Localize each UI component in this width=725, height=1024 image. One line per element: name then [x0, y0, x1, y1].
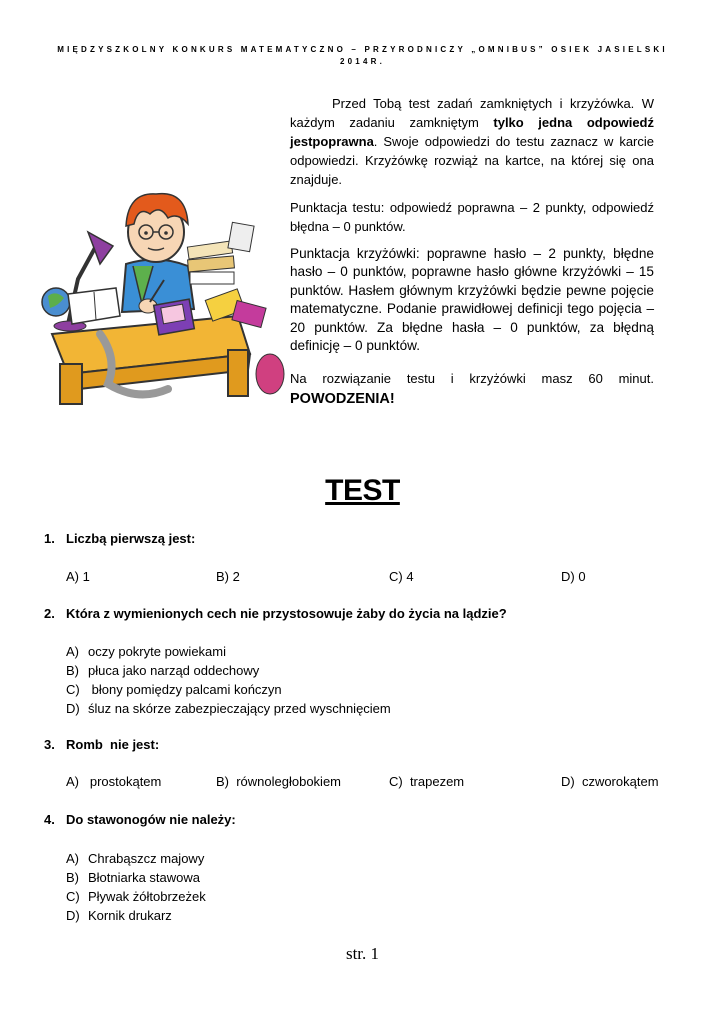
question-text: Liczbą pierwszą jest: [66, 531, 196, 546]
question-text: Do stawonogów nie należy: [66, 812, 236, 827]
option-letter: C) [66, 889, 80, 904]
question-number: 1. [44, 531, 55, 546]
header-line-1: MIĘDZYSZKOLNY KONKURS MATEMATYCZNO – PRZYRODNICZY „OMNIBUS” OSIEK JASIELSKI [57, 45, 668, 54]
q4-options [66, 849, 206, 925]
option-text: płuca jako narząd oddechowy [88, 663, 260, 678]
q3-option-c: C) trapezem [389, 774, 465, 789]
option-text: Błotniarka stawowa [88, 870, 200, 885]
time-word: masz [541, 371, 573, 387]
student-with-books-illustration [38, 184, 288, 409]
q4-option-c [66, 887, 206, 906]
instructions-text-end: . Swoje odpowiedzi do testu zaznacz w karcie odpowiedzi. Krzyżówkę rozwiąż na kartce, na której się ona znajduje. [290, 134, 654, 187]
time-limit-paragraph [290, 369, 654, 409]
instructions-text: Przed Tobą test zadań zamkniętych i krzyżówka. W każdym zadaniu zamkniętym [290, 96, 654, 130]
option-letter: D) [66, 701, 80, 716]
option-letter: A) [66, 644, 79, 659]
page-number: str. 1 [345, 944, 380, 963]
q2-option-c [66, 680, 391, 699]
q4-option-b [66, 868, 206, 887]
question-2-title [44, 606, 674, 621]
q4-option-a [66, 849, 206, 868]
question-text: Która z wymienionych cech nie przystosowuje żaby do życia na lądzie? [66, 606, 507, 621]
q3-option-b: B) równoległobokiem [216, 774, 342, 789]
time-word: i [450, 371, 454, 387]
option-letter: D) [66, 908, 80, 923]
question-3-title [44, 737, 674, 752]
instructions-paragraph-1 [290, 94, 654, 189]
time-word: minut. [618, 371, 654, 387]
page-title: TEST [325, 474, 400, 507]
header-line-2: 2014R. [340, 57, 385, 66]
option-letter: B) [66, 870, 79, 885]
q3-option-d: D) czworokątem [561, 774, 659, 789]
q1-option-b: B) 2 [216, 569, 240, 584]
time-word: rozwiązanie [322, 371, 392, 387]
question-number: 3. [44, 737, 55, 752]
q1-option-d: D) 0 [561, 569, 586, 584]
option-text: śluz na skórze zabezpieczający przed wyschnięciem [88, 701, 391, 716]
good-luck-text: POWODZENIA! [290, 391, 395, 408]
question-4 [44, 812, 674, 827]
instructions-bold-text: tylko jedna odpowiedź jestpoprawna [290, 115, 654, 149]
time-word: 60 [588, 371, 603, 387]
crossword-scoring-paragraph: Punktacja krzyżówki: poprawne hasło – 2 punkty, błędne hasło – 0 punktów, poprawne hasło główne krzyżówki – 15 punktów. Hasłem głównym krzyżówki będzie pewne pojęcie matematyczne. Podanie prawidłowej definicji tego pojęcia – 20 punktów. Za błędne hasła – 0 punktów, za błędną definicję – 0 punktów. [290, 246, 654, 354]
question-2 [44, 606, 674, 621]
option-text: oczy pokryte powiekami [88, 644, 226, 659]
contest-header [40, 44, 685, 68]
time-limit-line [290, 369, 654, 388]
q2-option-a [66, 642, 391, 661]
question-4-title [44, 812, 674, 827]
q3-option-a: A) prostokątem [66, 774, 162, 789]
test-scoring-paragraph: Punktacja testu: odpowiedź poprawna – 2 punkty, odpowiedź błędna – 0 punktów. [290, 200, 654, 234]
q2-options [66, 642, 391, 718]
option-letter: A) [66, 851, 79, 866]
time-word: Na [290, 371, 307, 387]
time-word: krzyżówki [469, 371, 526, 387]
question-text: Romb nie jest: [66, 737, 160, 752]
option-letter: B) [66, 663, 79, 678]
question-1-title [44, 531, 674, 546]
q2-option-d [66, 699, 391, 718]
question-number: 4. [44, 812, 55, 827]
q4-option-d [66, 906, 206, 925]
q2-option-b [66, 661, 391, 680]
q1-option-a: A) 1 [66, 569, 90, 584]
question-1 [44, 531, 674, 546]
option-text: błony pomiędzy palcami kończyn [88, 682, 282, 697]
question-number: 2. [44, 606, 55, 621]
time-word: testu [406, 371, 435, 387]
instructions [290, 94, 654, 409]
option-text: Chrabąszcz majowy [88, 851, 205, 866]
option-text: Kornik drukarz [88, 908, 172, 923]
question-3 [44, 737, 674, 752]
student-figure [122, 194, 194, 313]
option-text: Pływak żółtobrzeżek [88, 889, 206, 904]
option-letter: C) [66, 682, 80, 697]
q1-option-c: C) 4 [389, 569, 414, 584]
